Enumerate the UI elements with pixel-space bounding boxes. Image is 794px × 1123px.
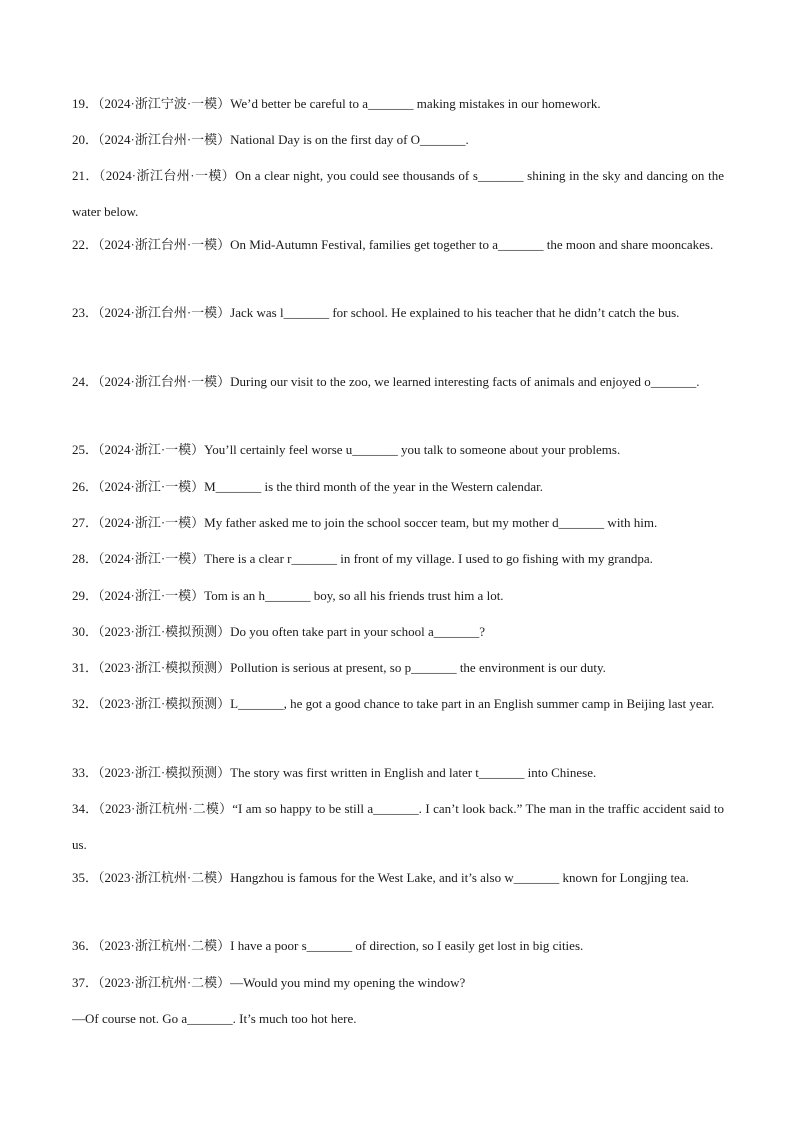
question-25: 25．（2024·浙江·一模）You’ll certainly feel worse u_______ you talk to someone about your problems. [72, 442, 621, 457]
question-21: 21．（2024·浙江台州·一模）On a clear night, you could see thousands of s_______ shining in the sky and dancing on the water below. [72, 168, 724, 219]
question-22: 22．（2024·浙江台州·一模）On Mid-Autumn Festival, families get together to a_______ the moon and share mooncakes. [72, 237, 714, 252]
question-23: 23．（2024·浙江台州·一模）Jack was l_______ for school. He explained to his teacher that he didn’t catch the bus. [72, 305, 680, 320]
question-20: 20．（2024·浙江台州·一模）National Day is on the first day of O_______. [72, 132, 469, 147]
question-31: 31．（2023·浙江·模拟预测）Pollution is serious at present, so p_______ the environment is our duty. [72, 660, 606, 675]
question-29: 29．（2024·浙江·一模）Tom is an h_______ boy, so all his friends trust him a lot. [72, 588, 504, 603]
question-34: 34．（2023·浙江杭州·二模）“I am so happy to be still a_______. I can’t look back.” The man in the traffic accident said to us. [72, 801, 724, 852]
question-32: 32．（2023·浙江·模拟预测）L_______, he got a good chance to take part in an English summer camp in Beijing last year. [72, 696, 715, 711]
question-35: 35．（2023·浙江杭州·二模）Hangzhou is famous for the West Lake, and it’s also w_______ known for Longjing tea. [72, 870, 689, 885]
question-37-answer-line: —Of course not. Go a_______. It’s much too hot here. [72, 1011, 357, 1026]
question-36: 36．（2023·浙江杭州·二模）I have a poor s_______ of direction, so I easily get lost in big cities. [72, 938, 584, 953]
question-28: 28．（2024·浙江·一模）There is a clear r_______ in front of my village. I used to go fishing with my grandpa. [72, 551, 653, 566]
question-33: 33．（2023·浙江·模拟预测）The story was first written in English and later t_______ into Chinese. [72, 765, 597, 780]
question-26: 26．（2024·浙江·一模）M_______ is the third month of the year in the Western calendar. [72, 479, 543, 494]
question-27: 27．（2024·浙江·一模）My father asked me to join the school soccer team, but my mother d_______ with him. [72, 515, 658, 530]
question-37: 37．（2023·浙江杭州·二模）—Would you mind my opening the window? [72, 975, 466, 990]
question-19: 19．（2024·浙江宁波·一模）We’d better be careful to a_______ making mistakes in our homework. [72, 96, 601, 111]
question-24: 24．（2024·浙江台州·一模）During our visit to the zoo, we learned interesting facts of animals and enjoyed o_______. [72, 374, 700, 389]
question-30: 30．（2023·浙江·模拟预测）Do you often take part in your school a_______? [72, 624, 486, 639]
